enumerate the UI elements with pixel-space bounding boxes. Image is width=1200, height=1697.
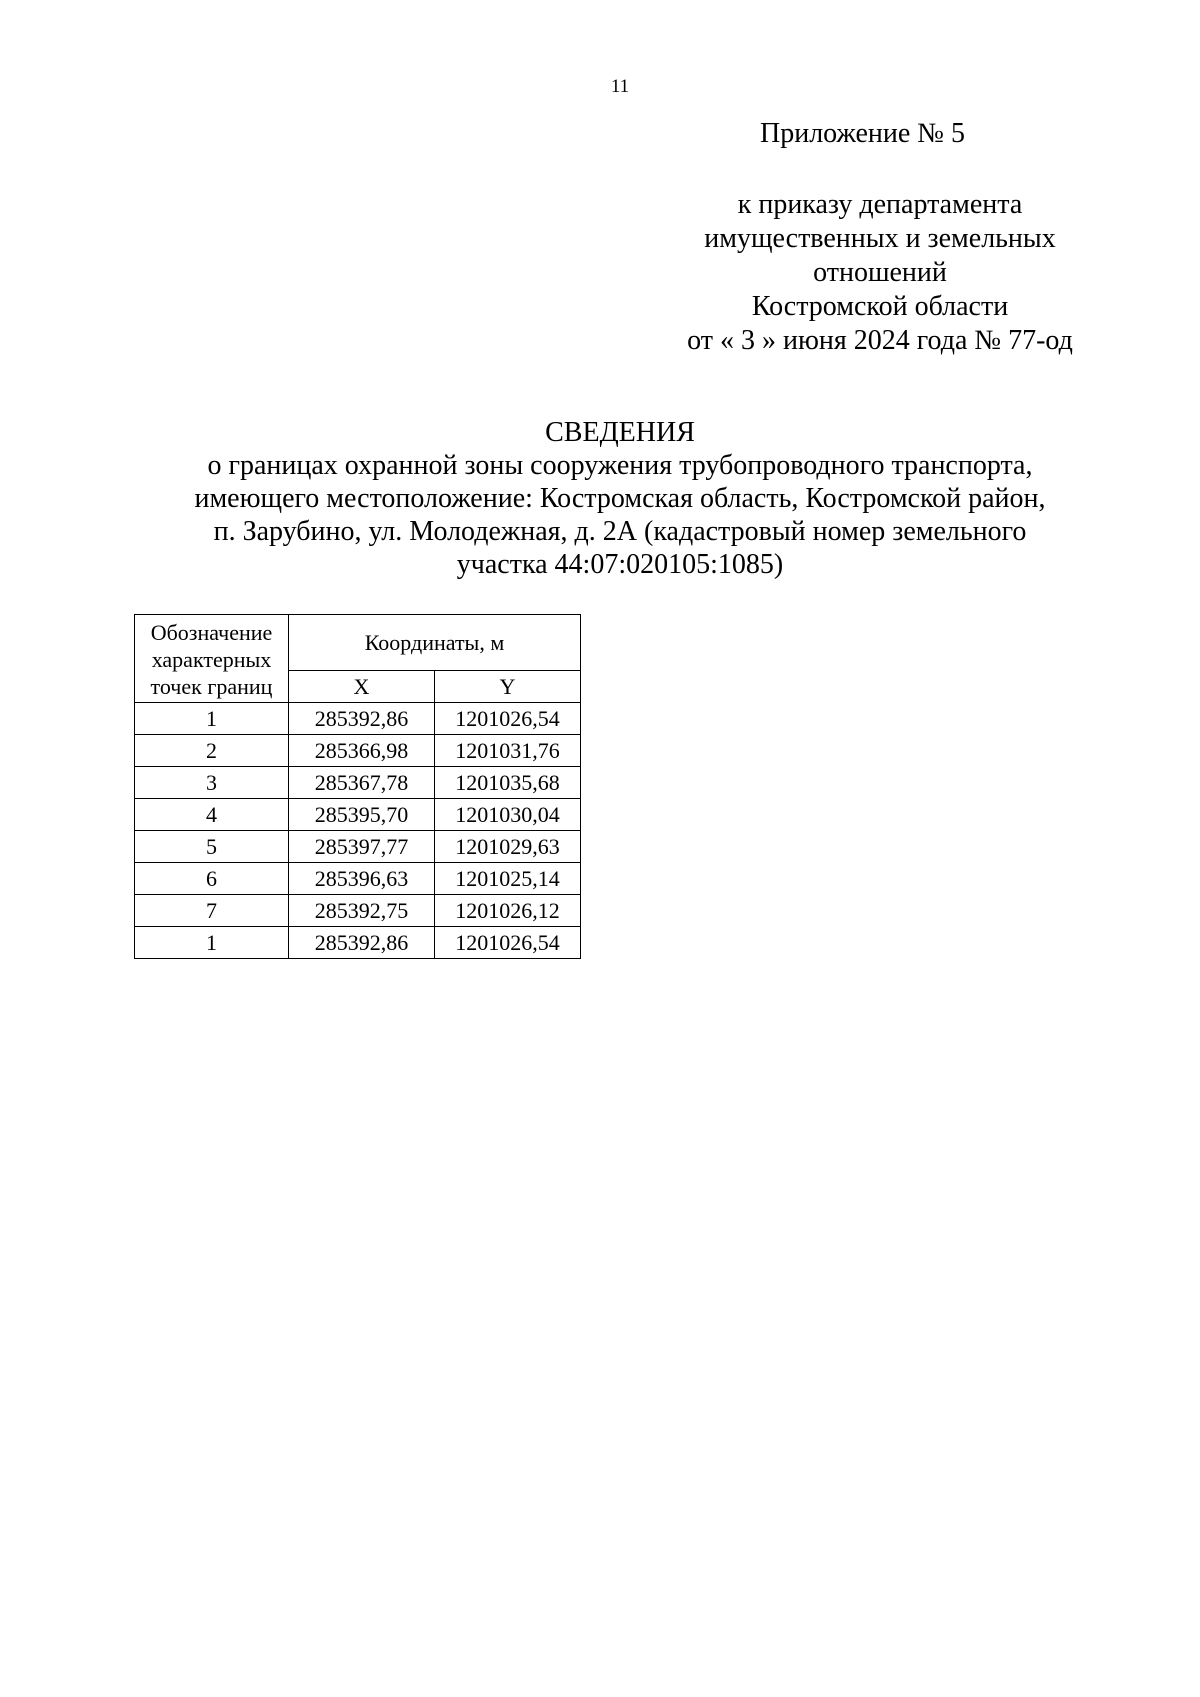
point-cell: 1 (135, 927, 289, 959)
order-line: к приказу департамента (737, 189, 1023, 220)
x-cell: 285392,86 (289, 703, 435, 735)
point-cell: 5 (135, 831, 289, 863)
order-line: имущественных и земельных (704, 223, 1056, 254)
point-cell: 6 (135, 863, 289, 895)
point-cell: 4 (135, 799, 289, 831)
point-cell: 2 (135, 735, 289, 767)
y-cell: 1201026,54 (435, 703, 581, 735)
heading-line: о границах охранной зоны сооружения трубопроводного транспорта, (207, 450, 1033, 481)
heading-title: СВЕДЕНИЯ (545, 417, 695, 448)
table-row (135, 927, 581, 959)
heading-line: участка 44:07:020105:1085) (456, 549, 784, 580)
table-row (135, 799, 581, 831)
document-heading (120, 416, 1120, 581)
x-cell: 285366,98 (289, 735, 435, 767)
x-cell: 285395,70 (289, 799, 435, 831)
header-point-line: Обозначение (150, 620, 273, 645)
heading-line: имеющего местоположение: Костромская область, Костромской район, (194, 483, 1046, 514)
coordinates-table (134, 614, 581, 959)
table-row (135, 767, 581, 799)
y-cell: 1201026,12 (435, 895, 581, 927)
y-cell: 1201025,14 (435, 863, 581, 895)
y-cell: 1201026,54 (435, 927, 581, 959)
x-cell: 285367,78 (289, 767, 435, 799)
x-cell: 285397,77 (289, 831, 435, 863)
order-reference (650, 188, 1110, 358)
table-row (135, 863, 581, 895)
x-cell: 285392,86 (289, 927, 435, 959)
y-cell: 1201031,76 (435, 735, 581, 767)
header-y: Y (435, 671, 581, 703)
heading-line: п. Зарубино, ул. Молодежная, д. 2А (кадастровый номер земельного (213, 516, 1027, 547)
table-row (135, 703, 581, 735)
header-coordinates: Координаты, м (289, 615, 581, 671)
table-header-row (135, 615, 581, 671)
point-cell: 7 (135, 895, 289, 927)
order-line: от « 3 » июня 2024 года № 77-од (687, 325, 1073, 356)
y-cell: 1201029,63 (435, 831, 581, 863)
x-cell: 285396,63 (289, 863, 435, 895)
x-cell: 285392,75 (289, 895, 435, 927)
table-row (135, 895, 581, 927)
y-cell: 1201035,68 (435, 767, 581, 799)
appendix-title: Приложение № 5 (760, 118, 965, 149)
header-point-designation (135, 615, 289, 703)
order-line: отношений (813, 257, 947, 288)
header-point-line: точек границ (150, 674, 273, 699)
y-cell: 1201030,04 (435, 799, 581, 831)
table-row (135, 735, 581, 767)
table-row (135, 831, 581, 863)
header-x: X (289, 671, 435, 703)
point-cell: 1 (135, 703, 289, 735)
point-cell: 3 (135, 767, 289, 799)
page-number: 11 (610, 76, 630, 97)
order-line: Костромской области (751, 291, 1009, 322)
header-point-line: характерных (151, 647, 272, 672)
